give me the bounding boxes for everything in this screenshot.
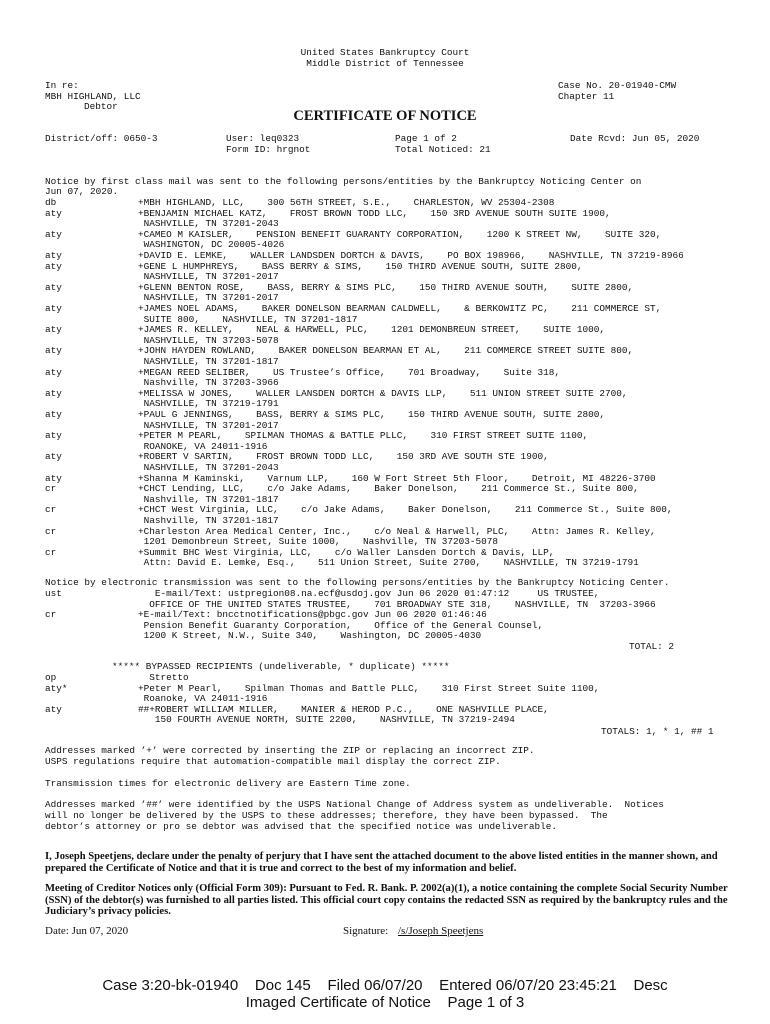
recipient-code: aty [45, 303, 62, 314]
recipient-address-continued: 150 FOURTH AVENUE NORTH, SUITE 2200, NASHVILLE, TN 37219-2494 [138, 714, 515, 726]
electronic-total: TOTAL: 2 [629, 641, 675, 652]
debtor-label: Debtor [84, 101, 118, 112]
recipient-address: E-mail/Text: ustpregion08.na.ecf@usdoj.gov Jun 06 2020 01:47:12 US TRUSTEE, [138, 588, 600, 599]
recipient-address: +BENJAMIN MICHAEL KATZ, FROST BROWN TODD LLC, 150 3RD AVENUE SOUTH SUITE 1900, [138, 207, 611, 219]
recipient-address: +PAUL G JENNINGS, BASS, BERRY & SIMS PLC, 150 THIRD AVENUE SOUTH, SUITE 2800, [138, 409, 605, 420]
district-office: District/off: 0650-3 [45, 133, 158, 144]
recipient-address-continued: 1201 Demonbreun Street, Suite 1000, Nashville, TN 37203-5078 [138, 536, 499, 548]
recipient-address: +JOHN HAYDEN ROWLAND, BAKER DONELSON BEARMAN ET AL, 211 COMMERCE STREET SUITE 800, [138, 345, 634, 357]
first-class-intro-date: Jun 07, 2020. [45, 186, 119, 197]
recipient-address-continued: NASHVILLE, TN 37219-1791 [138, 398, 279, 410]
bypassed-heading: ***** BYPASSED RECIPIENTS (undeliverable, * duplicate) ***** [112, 661, 450, 672]
recipient-code: aty [45, 345, 62, 357]
recipient-address: +Charleston Area Medical Center, Inc., c/o Neal & Harwell, PLC, Attn: James R. Kelley, [138, 525, 656, 537]
court-district: Middle District of Tennessee [306, 58, 464, 69]
recipient-code: aty [45, 451, 62, 463]
recipient-address: +Shanna M Kaminski, Varnum LLP, 160 W Fort Street 5th Floor, Detroit, MI 48226-3700 [138, 472, 656, 484]
recipient-code: op [45, 672, 57, 683]
recipient-address-continued: Nashville, TN 37201-1817 [138, 515, 279, 526]
recipient-address-continued: OFFICE OF THE UNITED STATES TRUSTEE, 701 BROADWAY STE 318, NASHVILLE, TN 37203-3966 [138, 598, 656, 610]
signature-label: Signature: [343, 925, 389, 937]
recipient-code: aty [45, 472, 62, 484]
recipient-code: aty [45, 366, 62, 378]
recipient-code: db [45, 197, 57, 208]
recipient-code: aty [45, 250, 62, 261]
recipient-code: aty [45, 281, 62, 293]
recipient-code: cr [45, 525, 57, 537]
chapter: Chapter 11 [558, 91, 615, 102]
total-noticed: Total Noticed: 21 [395, 144, 491, 155]
electronic-intro: Notice by electronic transmission was sent to the following persons/entities by the Bankruptcy Noticing Center. [45, 577, 670, 588]
recipient-address-continued: NASHVILLE, TN 37201-2017 [138, 292, 279, 304]
recipient-code: aty [45, 387, 62, 399]
recipient-code: aty [45, 430, 62, 442]
user-id: User: leq0323 [226, 133, 300, 144]
in-re-label: In re: [45, 80, 79, 91]
recipient-address: +JAMES R. KELLEY, NEAL & HARWELL, PLC, 1201 DEMONBREUN STREET, SUITE 1000, [138, 324, 605, 336]
recipient-address-continued: NASHVILLE, TN 37201-2043 [138, 218, 279, 230]
zip-note-line2: USPS regulations require that automation-compatible mail display the correct ZIP. [45, 756, 501, 767]
date-received: Date Rcvd: Jun 05, 2020 [570, 133, 700, 144]
page-title: CERTIFICATE OF NOTICE [293, 108, 477, 124]
recipient-code: aty [45, 324, 62, 336]
recipient-code: aty* [45, 682, 68, 694]
recipient-address: +GLENN BENTON ROSE, BASS, BERRY & SIMS PLC, 150 THIRD AVENUE SOUTH, SUITE 2800, [138, 281, 634, 293]
timezone-note: Transmission times for electronic delivery are Eastern Time zone. [45, 778, 411, 789]
recipient-code: aty [45, 409, 62, 420]
recipient-address: Stretto [138, 672, 189, 683]
case-number: Case No. 20-01940-CMW [558, 80, 677, 91]
recipient-address-continued: NASHVILLE, TN 37201-2017 [138, 271, 279, 283]
recipient-address-continued: Nashville, TN 37203-3966 [138, 377, 279, 389]
recipient-address: +GENE L HUMPHREYS, BASS BERRY & SIMS, 150 THIRD AVENUE SOUTH, SUITE 2800, [138, 260, 583, 272]
form-id: Form ID: hrgnot [226, 144, 311, 155]
recipient-code: aty [45, 228, 62, 240]
recipient-address-continued: Roanoke, VA 24011-1916 [138, 693, 268, 705]
ncoa-note-line2: will no longer be delivered by the USPS to these addresses; therefore, they have been bypassed. The [45, 810, 608, 821]
recipient-code: aty [45, 703, 62, 715]
recipient-address-continued: NASHVILLE, TN 37203-5078 [138, 334, 279, 346]
recipient-address: +MEGAN REED SELIBER, US Trustee’s Office, 701 Broadway, Suite 318, [138, 366, 560, 378]
recipient-address-continued: Attn: David E. Lemke, Esq., 511 Union Street, Suite 2700, NASHVILLE, TN 37219-1791 [138, 557, 639, 569]
zip-note-line1: Addresses marked ’+’ were corrected by inserting the ZIP or replacing an incorrect ZIP. [45, 745, 535, 756]
recipient-address-continued: SUITE 800, NASHVILLE, TN 37201-1817 [138, 313, 358, 325]
meeting-notice-text: Meeting of Creditor Notices only (Official Form 309): Pursuant to Fed. R. Bank. P. 2002(a)(1), a notice containing the complete Social Security Number (SSN) of the debtor(s) was furnished to all parties listed. This official court copy contains the redacted SSN as required by the bankruptcy rules and the Judiciary’s privacy policies. [45, 883, 728, 918]
bypassed-totals: TOTALS: 1, * 1, ## 1 [601, 726, 714, 737]
recipient-address: +E-mail/Text: bncctnotifications@pbgc.gov Jun 06 2020 01:46:46 [138, 609, 487, 621]
recipient-code: cr [45, 609, 57, 621]
first-class-intro: Notice by first class mail was sent to the following persons/entities by the Bankruptcy Noticing Center on [45, 176, 642, 187]
recipient-address: +CHCT West Virginia, LLC, c/o Jake Adams, Baker Donelson, 211 Commerce St., Suite 800, [138, 504, 673, 516]
recipient-code: ust [45, 588, 62, 599]
recipient-address: ##+ROBERT WILLIAM MILLER, MANIER & HEROD P.C., ONE NASHVILLE PLACE, [138, 703, 549, 715]
recipient-code: aty [45, 207, 62, 219]
recipient-address: +Summit BHC West Virginia, LLC, c/o Waller Lansden Dortch & Davis, LLP, [138, 546, 555, 558]
case-footer-line2: Imaged Certificate of Notice Page 1 of 3 [245, 994, 525, 1011]
recipient-address: +CHCT Lending, LLC, c/o Jake Adams, Baker Donelson, 211 Commerce St., Suite 800, [138, 483, 639, 495]
recipient-address-continued: WASHINGTON, DC 20005-4026 [138, 239, 285, 251]
signature: /s/Joseph Speetjens [398, 925, 484, 937]
recipient-address-continued: 1200 K Street, N.W., Suite 340, Washington, DC 20005-4030 [138, 630, 482, 642]
page-count: Page 1 of 2 [395, 133, 457, 144]
ncoa-note-line3: debtor’s attorney or pro se debtor was advised that the specified notice was undeliverable. [45, 821, 557, 832]
court-name: United States Bankruptcy Court [300, 47, 470, 58]
recipient-address-continued: NASHVILLE, TN 37201-1817 [138, 356, 279, 367]
recipient-address: +CAMEO M KAISLER, PENSION BENEFIT GUARANTY CORPORATION, 1200 K STREET NW, SUITE 320, [138, 228, 662, 240]
recipient-address: +MBH HIGHLAND, LLC, 300 56TH STREET, S.E., CHARLESTON, WV 25304-2308 [138, 197, 555, 208]
ncoa-note-line1: Addresses marked ’##’ were identified by the USPS National Change of Address system as undeliverable. Notices [45, 799, 664, 810]
recipient-address: +JAMES NOEL ADAMS, BAKER DONELSON BEARMAN CALDWELL, & BERKOWITZ PC, 211 COMMERCE ST, [138, 303, 662, 314]
recipient-address-continued: NASHVILLE, TN 37201-2017 [138, 419, 279, 431]
recipient-code: aty [45, 260, 62, 272]
recipient-address-continued: ROANOKE, VA 24011-1916 [138, 440, 268, 452]
recipient-address: +MELISSA W JONES, WALLER LANSDEN DORTCH & DAVIS LLP, 511 UNION STREET SUITE 2700, [138, 387, 628, 399]
recipient-address: +Peter M Pearl, Spilman Thomas and Battle PLLC, 310 First Street Suite 1100, [138, 682, 600, 694]
recipient-address: +DAVID E. LEMKE, WALLER LANDSDEN DORTCH & DAVIS, PO BOX 198966, NASHVILLE, TN 37219-8966 [138, 250, 684, 261]
recipient-code: cr [45, 483, 57, 495]
debtor-name: MBH HIGHLAND, LLC [45, 91, 141, 102]
declaration-text: I, Joseph Speetjens, declare under the penalty of perjury that I have sent the attached document to the above listed entities in the manner shown, and prepared the Certificate of Notice and that it is true and correct to the best of my information and belief. [45, 851, 718, 874]
recipient-address: +ROBERT V SARTIN, FROST BROWN TODD LLC, 150 3RD AVE SOUTH STE 1900, [138, 451, 549, 463]
recipient-address: +PETER M PEARL, SPILMAN THOMAS & BATTLE PLLC, 310 FIRST STREET SUITE 1100, [138, 430, 589, 442]
declaration-date: Date: Jun 07, 2020 [45, 925, 129, 937]
recipient-code: cr [45, 504, 57, 516]
case-footer-line1: Case 3:20-bk-01940 Doc 145 Filed 06/07/20 Entered 06/07/20 23:45:21 Desc [102, 977, 668, 994]
recipient-address-continued: Pension Benefit Guaranty Corporation, Office of the General Counsel, [138, 619, 544, 631]
recipient-address-continued: Nashville, TN 37201-1817 [138, 493, 279, 505]
recipient-code: cr [45, 546, 57, 558]
recipient-address-continued: NASHVILLE, TN 37201-2043 [138, 462, 279, 473]
